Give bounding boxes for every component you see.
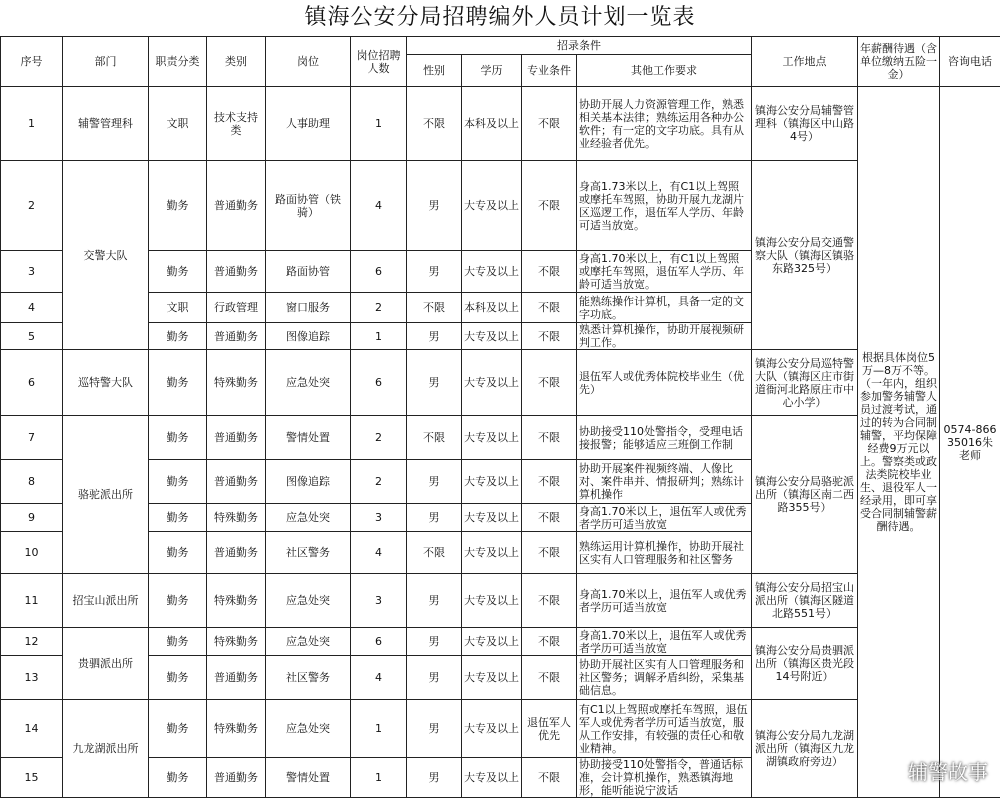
cell-category: 普通勤务 bbox=[207, 758, 266, 798]
cell-seq: 9 bbox=[1, 504, 63, 532]
cell-other: 熟悉计算机操作，协助开展视频研判工作。 bbox=[577, 323, 752, 350]
cell-other: 协助接受110处警指令，普通话标准，会计算机操作，熟悉镇海地形，能听能说宁波话 bbox=[577, 758, 752, 798]
cell-category: 普通勤务 bbox=[207, 656, 266, 700]
cell-major: 不限 bbox=[522, 628, 577, 656]
cell-category: 普通勤务 bbox=[207, 161, 266, 251]
cell-seq: 7 bbox=[1, 416, 63, 460]
cell-count: 6 bbox=[351, 628, 407, 656]
cell-major: 不限 bbox=[522, 323, 577, 350]
cell-seq: 6 bbox=[1, 350, 63, 416]
cell-gender: 男 bbox=[407, 758, 462, 798]
header-dept: 部门 bbox=[63, 37, 149, 87]
cell-other: 熟练运用计算机操作，协助开展社区实有人口管理服务和社区警务 bbox=[577, 532, 752, 574]
cell-gender: 男 bbox=[407, 628, 462, 656]
cell-count: 3 bbox=[351, 574, 407, 628]
cell-post: 路面协管（铁骑） bbox=[266, 161, 351, 251]
cell-major: 不限 bbox=[522, 504, 577, 532]
cell-other: 身高1.70米以上，有C1以上驾照或摩托车驾照，退伍军人学历、年龄可适当放宽。 bbox=[577, 251, 752, 293]
cell-count: 2 bbox=[351, 293, 407, 323]
cell-location: 镇海公安分局九龙湖派出所（镇海区九龙湖镇政府旁边） bbox=[752, 700, 858, 798]
watermark bbox=[874, 756, 988, 785]
cell-category: 普通勤务 bbox=[207, 416, 266, 460]
cell-category: 普通勤务 bbox=[207, 323, 266, 350]
cell-seq: 2 bbox=[1, 161, 63, 251]
cell-education: 大专及以上 bbox=[462, 758, 522, 798]
header-post: 岗位 bbox=[266, 37, 351, 87]
table-row bbox=[1, 416, 1000, 460]
table-row bbox=[1, 628, 1000, 656]
cell-other: 协助开展人力资源管理工作，熟悉相关基本法律；熟练运用各种办公软件；有一定的文字功底。具有从业经验者优先。 bbox=[577, 87, 752, 161]
table-row bbox=[1, 161, 1000, 251]
cell-other: 有C1以上驾照或摩托车驾照，退伍军人或优秀者学历可适当放宽，服从工作安排，有较强的责任心和敬业精神。 bbox=[577, 700, 752, 758]
cell-duty: 勤务 bbox=[149, 416, 207, 460]
cell-education: 大专及以上 bbox=[462, 700, 522, 758]
cell-post: 社区警务 bbox=[266, 656, 351, 700]
cell-dept: 贵驷派出所 bbox=[63, 628, 149, 700]
cell-location: 镇海公安分局骆驼派出所（镇海区南二西路355号） bbox=[752, 416, 858, 574]
cell-dept: 巡特警大队 bbox=[63, 350, 149, 416]
cell-location: 镇海公安分局交通警察大队（镇海区镇骆东路325号） bbox=[752, 161, 858, 350]
cell-dept: 招宝山派出所 bbox=[63, 574, 149, 628]
cell-education: 大专及以上 bbox=[462, 251, 522, 293]
cell-seq: 8 bbox=[1, 460, 63, 504]
cell-category: 特殊勤务 bbox=[207, 628, 266, 656]
cell-gender: 不限 bbox=[407, 87, 462, 161]
cell-gender: 男 bbox=[407, 574, 462, 628]
header-conditions: 招录条件 bbox=[407, 37, 752, 55]
cell-post: 图像追踪 bbox=[266, 460, 351, 504]
cell-other: 退伍军人或优秀体院校毕业生（优先） bbox=[577, 350, 752, 416]
cell-category: 普通勤务 bbox=[207, 251, 266, 293]
header-gender: 性别 bbox=[407, 55, 462, 87]
cell-count: 4 bbox=[351, 656, 407, 700]
cell-category: 普通勤务 bbox=[207, 532, 266, 574]
cell-dept: 辅警管理科 bbox=[63, 87, 149, 161]
cell-location: 镇海公安分局辅警管理科（镇海区中山路4号） bbox=[752, 87, 858, 161]
cell-duty: 勤务 bbox=[149, 161, 207, 251]
cell-seq: 4 bbox=[1, 293, 63, 323]
cell-education: 本科及以上 bbox=[462, 87, 522, 161]
cell-other: 身高1.73米以上，有C1以上驾照或摩托车驾照，协助开展九龙湖片区巡逻工作，退伍军人学历、年龄可适当放宽。 bbox=[577, 161, 752, 251]
cell-gender: 不限 bbox=[407, 293, 462, 323]
cell-gender: 男 bbox=[407, 700, 462, 758]
cell-major: 不限 bbox=[522, 161, 577, 251]
table-row bbox=[1, 87, 1000, 161]
cell-other: 身高1.70米以上，退伍军人或优秀者学历可适当放宽 bbox=[577, 574, 752, 628]
cell-major: 不限 bbox=[522, 87, 577, 161]
cell-education: 大专及以上 bbox=[462, 416, 522, 460]
cell-major: 不限 bbox=[522, 574, 577, 628]
cell-gender: 男 bbox=[407, 350, 462, 416]
cell-duty: 勤务 bbox=[149, 758, 207, 798]
cell-other: 能熟练操作计算机，具备一定的文字功底。 bbox=[577, 293, 752, 323]
cell-major: 不限 bbox=[522, 293, 577, 323]
cell-duty: 勤务 bbox=[149, 574, 207, 628]
cell-post: 社区警务 bbox=[266, 532, 351, 574]
cell-count: 6 bbox=[351, 350, 407, 416]
cell-seq: 3 bbox=[1, 251, 63, 293]
header-other: 其他工作要求 bbox=[577, 55, 752, 87]
cell-education: 大专及以上 bbox=[462, 574, 522, 628]
cell-seq: 11 bbox=[1, 574, 63, 628]
wechat-icon bbox=[874, 759, 902, 783]
cell-contact: 0574-86635016朱老师 bbox=[940, 87, 1000, 798]
cell-dept: 九龙湖派出所 bbox=[63, 700, 149, 798]
cell-gender: 不限 bbox=[407, 532, 462, 574]
cell-count: 1 bbox=[351, 87, 407, 161]
cell-duty: 勤务 bbox=[149, 656, 207, 700]
watermark-text: 辅警故事 bbox=[908, 760, 988, 784]
cell-seq: 1 bbox=[1, 87, 63, 161]
cell-education: 大专及以上 bbox=[462, 628, 522, 656]
cell-gender: 男 bbox=[407, 460, 462, 504]
cell-education: 大专及以上 bbox=[462, 504, 522, 532]
cell-duty: 勤务 bbox=[149, 700, 207, 758]
cell-duty: 勤务 bbox=[149, 532, 207, 574]
cell-location: 镇海公安分局招宝山派出所（镇海区隧道北路551号） bbox=[752, 574, 858, 628]
cell-major: 不限 bbox=[522, 532, 577, 574]
cell-post: 人事助理 bbox=[266, 87, 351, 161]
cell-duty: 勤务 bbox=[149, 350, 207, 416]
cell-category: 特殊勤务 bbox=[207, 700, 266, 758]
cell-duty: 勤务 bbox=[149, 460, 207, 504]
header-contact: 咨询电话 bbox=[940, 37, 1000, 87]
header-major: 专业条件 bbox=[522, 55, 577, 87]
cell-post: 应急处突 bbox=[266, 574, 351, 628]
header-count: 岗位招聘人数 bbox=[351, 37, 407, 87]
cell-location: 镇海公安分局巡特警大队（镇海区庄市街道衙河北路原庄市中心小学） bbox=[752, 350, 858, 416]
cell-post: 警情处置 bbox=[266, 758, 351, 798]
cell-duty: 勤务 bbox=[149, 323, 207, 350]
cell-duty: 文职 bbox=[149, 293, 207, 323]
cell-seq: 10 bbox=[1, 532, 63, 574]
header-location: 工作地点 bbox=[752, 37, 858, 87]
cell-major: 不限 bbox=[522, 758, 577, 798]
cell-major: 不限 bbox=[522, 460, 577, 504]
cell-other: 协助开展案件视频终端、人像比对、案件串并、情报研判；熟练计算机操作 bbox=[577, 460, 752, 504]
cell-post: 警情处置 bbox=[266, 416, 351, 460]
cell-location: 镇海公安分局贵驷派出所（镇海区贵光段14号附近） bbox=[752, 628, 858, 700]
cell-post: 窗口服务 bbox=[266, 293, 351, 323]
cell-count: 1 bbox=[351, 758, 407, 798]
cell-post: 图像追踪 bbox=[266, 323, 351, 350]
table-row bbox=[1, 350, 1000, 416]
cell-duty: 勤务 bbox=[149, 251, 207, 293]
cell-category: 特殊勤务 bbox=[207, 574, 266, 628]
cell-education: 大专及以上 bbox=[462, 350, 522, 416]
cell-dept: 交警大队 bbox=[63, 161, 149, 350]
cell-dept: 骆驼派出所 bbox=[63, 416, 149, 574]
cell-count: 1 bbox=[351, 700, 407, 758]
cell-count: 4 bbox=[351, 532, 407, 574]
cell-major: 不限 bbox=[522, 416, 577, 460]
cell-major: 不限 bbox=[522, 350, 577, 416]
header-salary: 年薪酬待遇（含单位缴纳五险一金） bbox=[858, 37, 940, 87]
cell-other: 身高1.70米以上，退伍军人或优秀者学历可适当放宽 bbox=[577, 628, 752, 656]
cell-count: 2 bbox=[351, 460, 407, 504]
cell-count: 4 bbox=[351, 161, 407, 251]
cell-duty: 勤务 bbox=[149, 628, 207, 656]
cell-post: 应急处突 bbox=[266, 504, 351, 532]
cell-gender: 男 bbox=[407, 504, 462, 532]
cell-other: 协助开展社区实有人口管理服务和社区警务；调解矛盾纠纷，采集基础信息。 bbox=[577, 656, 752, 700]
cell-other: 身高1.70米以上，退伍军人或优秀者学历可适当放宽 bbox=[577, 504, 752, 532]
cell-education: 大专及以上 bbox=[462, 161, 522, 251]
header-duty-class: 职责分类 bbox=[149, 37, 207, 87]
cell-major: 不限 bbox=[522, 251, 577, 293]
cell-category: 行政管理 bbox=[207, 293, 266, 323]
cell-education: 大专及以上 bbox=[462, 532, 522, 574]
cell-seq: 12 bbox=[1, 628, 63, 656]
cell-gender: 不限 bbox=[407, 416, 462, 460]
cell-category: 特殊勤务 bbox=[207, 350, 266, 416]
cell-seq: 13 bbox=[1, 656, 63, 700]
cell-duty: 文职 bbox=[149, 87, 207, 161]
cell-education: 本科及以上 bbox=[462, 293, 522, 323]
cell-gender: 男 bbox=[407, 251, 462, 293]
cell-post: 应急处突 bbox=[266, 628, 351, 656]
cell-category: 技术支持类 bbox=[207, 87, 266, 161]
cell-count: 3 bbox=[351, 504, 407, 532]
cell-gender: 男 bbox=[407, 161, 462, 251]
cell-post: 路面协管 bbox=[266, 251, 351, 293]
cell-education: 大专及以上 bbox=[462, 323, 522, 350]
cell-gender: 男 bbox=[407, 656, 462, 700]
cell-duty: 勤务 bbox=[149, 504, 207, 532]
cell-seq: 15 bbox=[1, 758, 63, 798]
cell-count: 6 bbox=[351, 251, 407, 293]
cell-major: 不限 bbox=[522, 656, 577, 700]
page-title: 镇海公安分局招聘编外人员计划一览表 bbox=[304, 5, 696, 30]
recruitment-table bbox=[0, 36, 1000, 798]
cell-post: 应急处突 bbox=[266, 350, 351, 416]
header-category: 类别 bbox=[207, 37, 266, 87]
cell-other: 协助接受110处警指令，受理电话接报警；能够适应三班倒工作制 bbox=[577, 416, 752, 460]
cell-gender: 男 bbox=[407, 323, 462, 350]
cell-salary: 根据具体岗位5万—8万不等。（一年内，组织参加警务辅警人员过渡考试，通过的转为合同制辅警，平均保障经费9万元以上。警察类或政法类院校毕业生、退役军人一经录用，即可享受合同制辅警薪酬待遇。 bbox=[858, 87, 940, 798]
cell-education: 大专及以上 bbox=[462, 656, 522, 700]
header-seq: 序号 bbox=[1, 37, 63, 87]
cell-major: 退伍军人优先 bbox=[522, 700, 577, 758]
cell-education: 大专及以上 bbox=[462, 460, 522, 504]
table-row bbox=[1, 700, 1000, 758]
cell-post: 应急处突 bbox=[266, 700, 351, 758]
cell-category: 特殊勤务 bbox=[207, 504, 266, 532]
header-education: 学历 bbox=[462, 55, 522, 87]
table-row bbox=[1, 574, 1000, 628]
cell-seq: 14 bbox=[1, 700, 63, 758]
cell-seq: 5 bbox=[1, 323, 63, 350]
cell-count: 2 bbox=[351, 416, 407, 460]
cell-category: 普通勤务 bbox=[207, 460, 266, 504]
cell-count: 1 bbox=[351, 323, 407, 350]
